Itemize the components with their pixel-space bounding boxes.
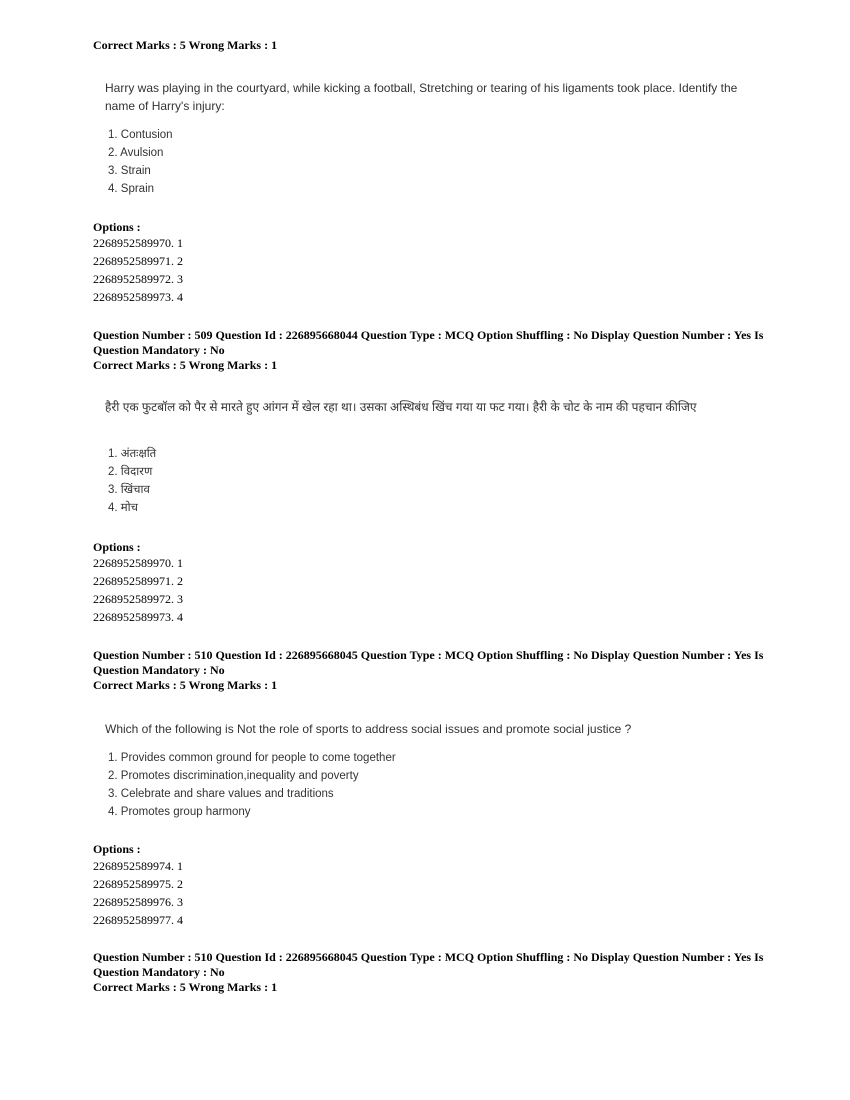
option-id: 2268952589970. 1 [93,556,183,570]
option-id: 2268952589973. 4 [93,290,183,304]
question-text: Harry was playing in the courtyard, while kicking a football, Stretching or tearing of his ligaments took place. Identify the name of Harry's injury: [105,81,738,113]
question-meta [93,950,793,995]
choice-item: 3. Celebrate and share values and traditions [108,788,334,800]
meta-line: Correct Marks : 5 Wrong Marks : 1 [93,678,278,692]
answer-choices [108,126,708,198]
choice-item: 2. Promotes discrimination,inequality and poverty [108,770,359,782]
option-id: 2268952589972. 3 [93,272,183,286]
choice-item: 2. विदारण [108,466,153,478]
marks-line: Correct Marks : 5 Wrong Marks : 1 [93,38,278,52]
choice-item: 3. Strain [108,165,151,177]
question-meta [93,648,793,693]
choice-item: 1. Contusion [108,129,173,141]
meta-line: Question Number : 510 Question Id : 226895668045 Question Type : MCQ Option Shuffling : No Display Question Number : Yes Is [93,950,764,964]
options-label: Options : [93,220,141,234]
option-id: 2268952589977. 4 [93,913,183,927]
meta-line: Question Mandatory : No [93,343,225,357]
meta-line: Question Number : 510 Question Id : 226895668045 Question Type : MCQ Option Shuffling : No Display Question Number : Yes Is [93,648,764,662]
choice-item: 4. Promotes group harmony [108,806,251,818]
question-text: हैरी एक फुटबॉल को पैर से मारते हुए आंगन में खेल रहा था। उसका अस्थिबंध खिंच गया या फट गया। हैरी के चोट के नाम की पहचान कीजिए [105,400,697,414]
meta-line: Question Mandatory : No [93,965,225,979]
options-label: Options : [93,540,141,554]
option-id: 2268952589976. 3 [93,895,183,909]
option-id: 2268952589974. 1 [93,859,183,873]
answer-choices [108,445,708,517]
option-ids [93,234,183,306]
option-id: 2268952589971. 2 [93,254,183,268]
options-label: Options : [93,842,141,856]
meta-line: Question Number : 509 Question Id : 226895668044 Question Type : MCQ Option Shuffling : No Display Question Number : Yes Is [93,328,764,342]
option-id: 2268952589971. 2 [93,574,183,588]
choice-item: 4. मोच [108,502,138,514]
choice-item: 1. अंतःक्षति [108,448,157,460]
answer-choices [108,749,708,821]
choice-item: 3. खिंचाव [108,484,150,496]
choice-item: 1. Provides common ground for people to come together [108,752,396,764]
option-ids [93,857,183,929]
option-id: 2268952589973. 4 [93,610,183,624]
question-text: Which of the following is Not the role of sports to address social issues and promote social justice ? [105,722,632,736]
choice-item: 4. Sprain [108,183,155,195]
option-id: 2268952589970. 1 [93,236,183,250]
choice-item: 2. Avulsion [108,147,164,159]
meta-line: Correct Marks : 5 Wrong Marks : 1 [93,358,278,372]
option-ids [93,554,183,626]
meta-line: Correct Marks : 5 Wrong Marks : 1 [93,980,278,994]
question-meta [93,328,793,373]
option-id: 2268952589972. 3 [93,592,183,606]
meta-line: Question Mandatory : No [93,663,225,677]
option-id: 2268952589975. 2 [93,877,183,891]
